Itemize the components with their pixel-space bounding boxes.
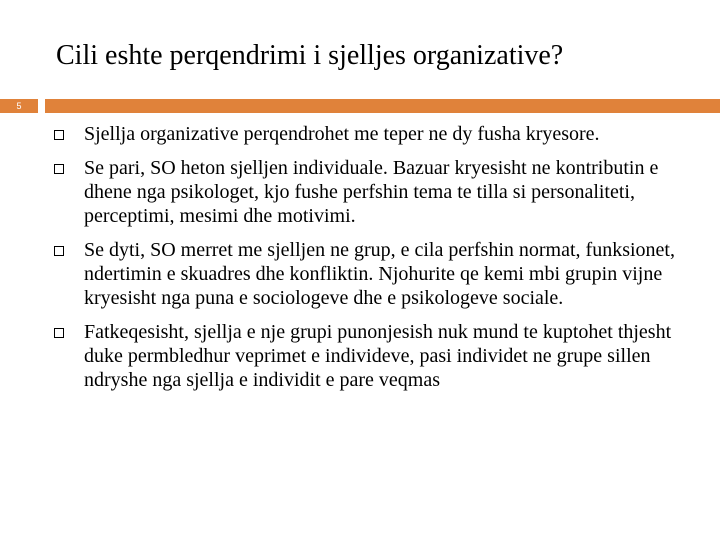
bullet-item — [48, 320, 708, 392]
header-bar-right — [45, 99, 720, 113]
checkbox-bullet-icon — [54, 164, 64, 174]
bullet-list — [48, 122, 708, 402]
bullet-text: Se dyti, SO merret me sjelljen ne grup, e cila perfshin normat, funksionet, ndertimin e skuadres dhe konfliktin. Njohurite qe kemi mbi grupin vijne kryesisht nga puna e sociologeve dhe e psikologeve sociale. — [84, 239, 675, 309]
bullet-item — [48, 122, 708, 146]
bullet-item — [48, 238, 708, 310]
slide-number: 5 — [16, 101, 22, 111]
bullet-item — [48, 156, 708, 228]
checkbox-bullet-icon — [54, 328, 64, 338]
slide-title: Cili eshte perqendrimi i sjelljes organizative? — [56, 40, 564, 71]
bullet-text: Sjellja organizative perqendrohet me teper ne dy fusha kryesore. — [84, 123, 600, 145]
bullet-text: Fatkeqesisht, sjellja e nje grupi punonjesish nuk mund te kuptohet thjesht duke permbledhur veprimet e individeve, pasi individet ne grupe sillen ndryshe nga sjellja e individit e pare veqmas — [84, 321, 672, 391]
checkbox-bullet-icon — [54, 130, 64, 140]
bullet-text: Se pari, SO heton sjelljen individuale. Bazuar kryesisht ne kontributin e dhene nga psikologet, kjo fushe perfshin tema te tilla si personaliteti, perceptimi, mesimi dhe motivimi. — [84, 157, 659, 227]
checkbox-bullet-icon — [54, 246, 64, 256]
